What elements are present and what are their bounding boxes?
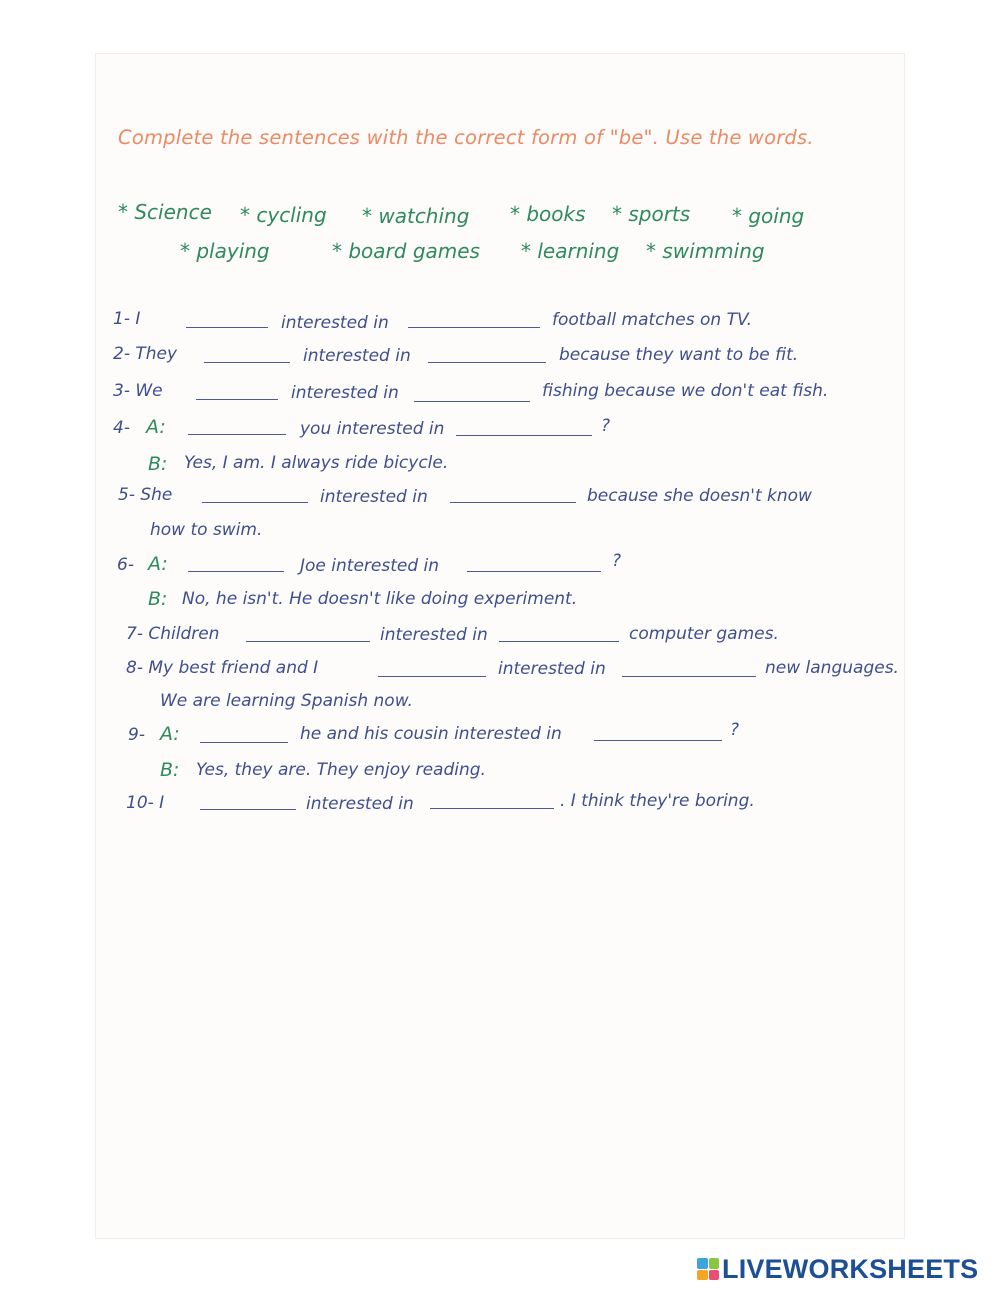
answer-blank-be[interactable] <box>188 571 284 572</box>
answer-blank-be[interactable] <box>246 641 370 642</box>
answer-blank-word[interactable] <box>456 435 592 436</box>
sentence-text: you interested in <box>300 419 445 439</box>
answer-blank-word[interactable] <box>499 641 619 642</box>
question-number: 3- We <box>113 381 163 401</box>
question-number: 7- Children <box>126 624 220 644</box>
answer-blank-word[interactable] <box>467 571 601 572</box>
speaker-label: A: <box>160 723 180 745</box>
liveworksheets-logo-icon <box>697 1258 719 1280</box>
question-number: 5- She <box>118 485 173 505</box>
answer-blank-be[interactable] <box>200 742 288 743</box>
sentence-text: interested in <box>291 383 399 403</box>
sentence-text: . I think they're boring. <box>560 791 755 811</box>
word-bank-item: * playing <box>180 239 270 263</box>
speaker-label: A: <box>146 416 166 438</box>
word-bank-item: * going <box>732 204 805 228</box>
sentence-text: because they want to be fit. <box>559 345 799 365</box>
question-number: 9- <box>128 725 145 745</box>
answer-blank-word[interactable] <box>450 502 576 503</box>
instruction-title: Complete the sentences with the correct form of "be". Use the words. <box>118 126 814 149</box>
speaker-label: B: <box>160 759 180 781</box>
question-number: 4- <box>113 418 130 438</box>
answer-blank-word[interactable] <box>428 362 546 363</box>
sentence-text: interested in <box>306 794 414 814</box>
speaker-label: A: <box>148 553 168 575</box>
sentence-text: how to swim. <box>150 520 263 540</box>
question-number: 1- I <box>113 309 141 329</box>
word-bank-item: * Science <box>118 200 212 224</box>
sentence-text: Joe interested in <box>300 556 440 576</box>
question-mark: ? <box>730 720 740 740</box>
brand-name: LIVEWORKSHEETS <box>722 1254 979 1284</box>
question-number: 10- I <box>126 793 165 813</box>
sentence-text: No, he isn't. He doesn't like doing experiment. <box>182 589 578 609</box>
sentence-text: interested in <box>281 313 389 333</box>
speaker-label: B: <box>148 453 168 475</box>
question-mark: ? <box>612 551 622 571</box>
sentence-text: football matches on TV. <box>552 310 753 330</box>
answer-blank-be[interactable] <box>204 362 290 363</box>
word-bank-item: * watching <box>362 204 470 228</box>
answer-blank-word[interactable] <box>414 401 530 402</box>
answer-blank-be[interactable] <box>188 434 286 435</box>
question-number: 8- My best friend and I <box>126 658 319 678</box>
sentence-text: new languages. <box>765 658 899 678</box>
answer-blank-word[interactable] <box>408 327 540 328</box>
answer-blank-be[interactable] <box>196 399 278 400</box>
speaker-label: B: <box>148 588 168 610</box>
sentence-text: interested in <box>498 659 606 679</box>
word-bank-item: * board games <box>332 239 480 263</box>
answer-blank-be[interactable] <box>200 809 296 810</box>
word-bank-item: * learning <box>521 239 620 263</box>
question-number: 6- <box>117 555 134 575</box>
question-mark: ? <box>601 416 611 436</box>
sentence-text: interested in <box>303 346 411 366</box>
answer-blank-word[interactable] <box>622 676 756 677</box>
sentence-text: he and his cousin interested in <box>300 724 562 744</box>
word-bank-item: * sports <box>612 202 691 226</box>
answer-blank-word[interactable] <box>430 808 554 809</box>
sentence-text: because she doesn't know <box>587 486 812 506</box>
word-bank-item: * books <box>510 202 586 226</box>
worksheet-paper <box>96 54 904 1238</box>
word-bank-item: * swimming <box>646 239 765 263</box>
sentence-text: fishing because we don't eat fish. <box>542 381 829 401</box>
sentence-text: Yes, they are. They enjoy reading. <box>196 760 486 780</box>
sentence-text: computer games. <box>629 624 779 644</box>
sentence-text: interested in <box>320 487 428 507</box>
answer-blank-be[interactable] <box>202 502 308 503</box>
answer-blank-be[interactable] <box>378 676 486 677</box>
sentence-text: interested in <box>380 625 488 645</box>
word-bank-item: * cycling <box>240 203 327 227</box>
answer-blank-be[interactable] <box>186 327 268 328</box>
sentence-text: We are learning Spanish now. <box>160 691 413 711</box>
question-number: 2- They <box>113 344 178 364</box>
answer-blank-word[interactable] <box>594 740 722 741</box>
sentence-text: Yes, I am. I always ride bicycle. <box>184 453 449 473</box>
